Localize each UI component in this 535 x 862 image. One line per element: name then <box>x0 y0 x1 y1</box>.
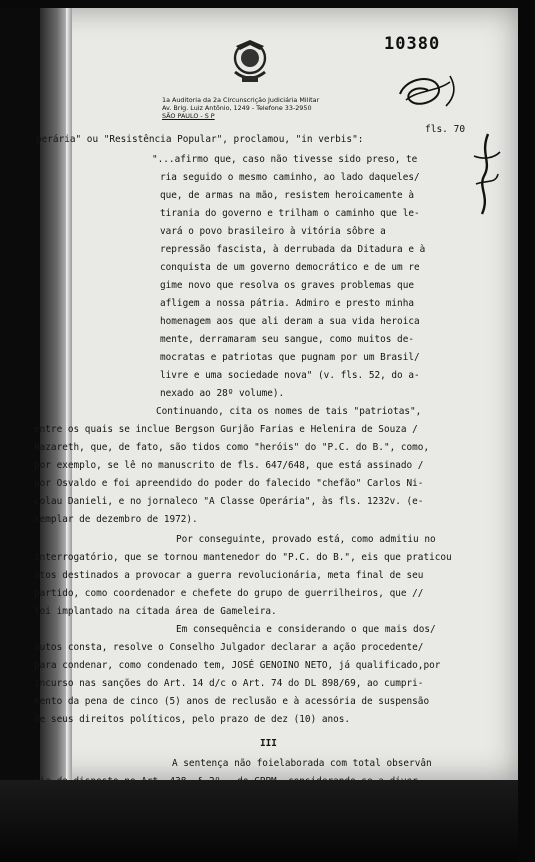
text-line: tirania do governo e trilham o caminho que le- <box>160 208 420 219</box>
text-line: por exemplo, se lê no manuscrito de fls. 647/648, que está assinado / <box>34 460 424 471</box>
header-city: SÃO PAULO - S P <box>162 112 215 120</box>
text-line: conquista de um governo democrático e de um re <box>160 262 420 273</box>
text-line: incurso nas sanções do Art. 14 d/c o Art. 74 do DL 898/69, ao cumpri- <box>34 678 424 689</box>
header-court-name: 1a Auditoria da 2a Circunscrição Judiciária Militar <box>162 96 320 104</box>
text-line: livre e uma sociedade nova" (v. fls. 52, do a- <box>160 370 420 381</box>
text-line: por Osvaldo e foi apreendido do poder do falecido "chefão" Carlos Ni- <box>34 478 424 489</box>
text-line: colau Danieli, e no jornaleco "A Classe Operária", às fls. 1232v. (e- <box>34 496 424 507</box>
text-line: mento da pena de cinco (5) anos de reclusão e à acessória de suspensão <box>34 696 430 707</box>
text-line: entre os quais se inclue Bergson Gurjão Farias e Helenira de Souza / <box>34 424 418 435</box>
text-line: ria seguido o mesmo caminho, ao lado daqueles/ <box>160 172 420 183</box>
section-heading: III <box>260 738 277 749</box>
text-line: gime novo que resolva os graves problemas que <box>160 280 414 291</box>
text-line: "...afirmo que, caso não tivesse sido preso, te <box>152 154 418 165</box>
scan-top-edge <box>0 0 535 8</box>
text-line: mente, derramaram seu sangue, como muitos de- <box>160 334 414 345</box>
document-page <box>34 8 518 780</box>
scan-bottom-shadow <box>0 780 535 862</box>
document-number: 10380 <box>384 34 441 54</box>
text-line: afligem a nossa pátria. Admiro e presto minha <box>160 298 414 309</box>
text-line: repressão fascista, à derrubada da Ditadura e à <box>160 244 426 255</box>
text-line: Por conseguinte, provado está, como admitiu no <box>176 534 436 545</box>
text-line: partido, como coordenador e chefete do grupo de guerrilheiros, que // <box>34 588 424 599</box>
text-line: foi implantado na citada área de Gameleira. <box>34 606 277 617</box>
text-line: para condenar, como condenado tem, JOSÉ GENOINO NETO, já qualificado,por <box>34 660 441 671</box>
text-line: interrogatório, que se tornou mantenedor do "P.C. do B.", eis que praticou <box>34 552 452 563</box>
text-line: Nazareth, que, de fato, são tidos como "heróis" do "P.C. do B.", como, <box>34 442 430 453</box>
text-line: atos destinados a provocar a guerra revolucionária, meta final de seu <box>34 570 424 581</box>
text-line: vará o povo brasileiro à vitória sôbre a <box>160 226 386 237</box>
document-body <box>34 8 518 780</box>
text-line: de seus direitos políticos, pelo prazo de dez (10) anos. <box>34 714 351 725</box>
scan-right-edge <box>518 0 535 862</box>
text-line: homenagem aos que ali deram a sua vida heroica <box>160 316 420 327</box>
text-line: xemplar de dezembro de 1972). <box>34 514 198 525</box>
text-line: que, de armas na mão, resistem heroicamente à <box>160 190 414 201</box>
text-line: mocratas e patriotas que pugnam por um Brasil/ <box>160 352 420 363</box>
text-line: autos consta, resolve o Conselho Julgador declarar a ação procedente/ <box>34 642 424 653</box>
text-line: perária" ou "Resistência Popular", proclamou, "in verbis": <box>36 134 364 145</box>
header-address: Av. Brig. Luiz Antônio, 1249 - Telefone 33-2950 <box>162 104 312 112</box>
folio-number: fls. 70 <box>425 124 466 135</box>
text-line: Continuando, cita os nomes de tais "patriotas", <box>156 406 422 417</box>
text-line: A sentença não foielaborada com total observân <box>172 758 432 769</box>
text-line: nexado ao 28º volume). <box>160 388 285 399</box>
text-line: Em consequência e considerando o que mais dos/ <box>176 624 436 635</box>
